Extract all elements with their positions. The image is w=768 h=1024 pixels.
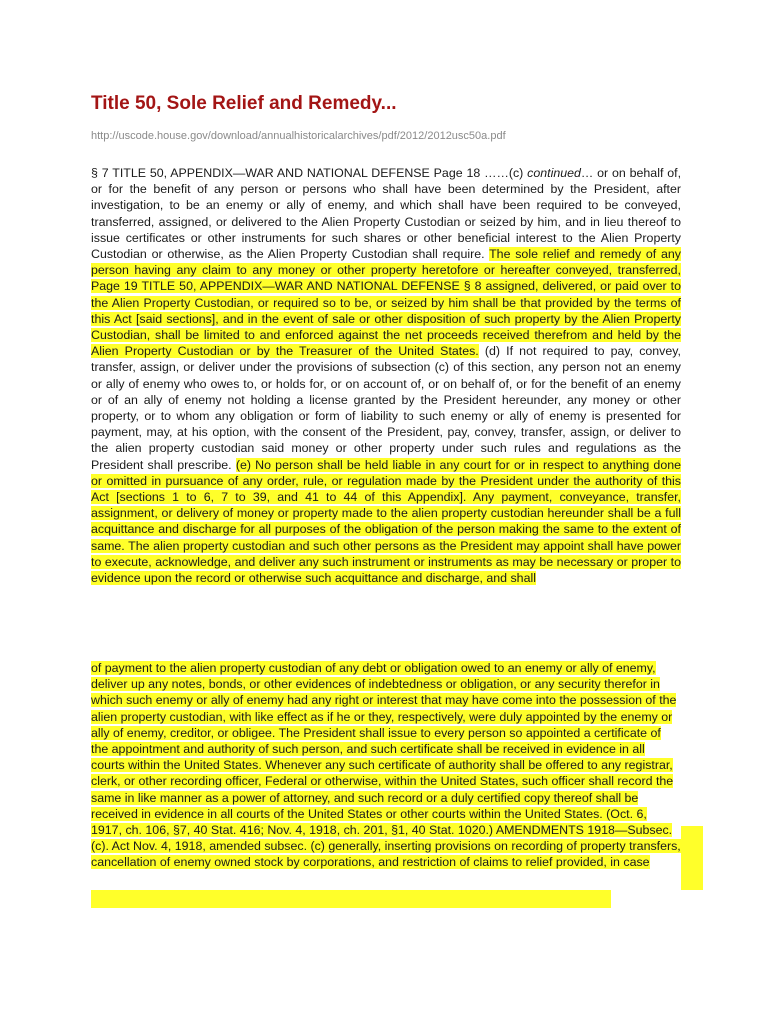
highlight-sole-relief: The sole relief and remedy of any person having any claim to any money or other property heretofore or hereafter conveyed, transferred, Page 19 TITLE 50, APPENDIX—WAR AND NATIONAL DEFENSE § 8 assigned, delivered, or paid over to the Alien Property Custodian, or required so to be, or seized by him shall be that provided by the terms of this Act [said sections], and in the event of sale or other disposition of such property by the Alien Property Custodian, shall be limited to and enforced against the net proceeds received therefrom and held by the Alien Property Custodian or by the Treasurer of the United States. bbox=[91, 247, 681, 359]
page-title: Title 50, Sole Relief and Remedy... bbox=[91, 93, 397, 114]
paragraph-1-after-continued: … or on behalf of, or for the benefit of any person or persons who shall have been determined by the President, after investigation, to be an enemy or ally of enemy, and which shall have been required to be conveyed, transferred, assigned, or delivered to the Alien Property Custodian or seized by him, and in lieu thereof to issue certificates or other instruments for such shares or other beneficial interest to the Alien Property Custodian or otherwise, as the Alien Property Custodian shall require. bbox=[91, 166, 682, 262]
paragraph-1-lead: § 7 TITLE 50, APPENDIX—WAR AND NATIONAL DEFENSE Page 18 ……(c) bbox=[91, 166, 528, 180]
highlight-tail-block bbox=[91, 890, 611, 908]
body-paragraph-2 bbox=[91, 660, 681, 871]
highlight-no-liability: (e) No person shall be held liable in any court for or in respect to anything done or omitted in pursuance of any order, rule, or regulation made by the President under the authority of this Act [sections 1 to 6, 7 to 39, and 41 to 44 of this Appendix]. Any payment, conveyance, transfer, assignment, or delivery of money or property made to the alien property custodian hereunder shall be a full acquittance and discharge for all purposes of the obligation of the person making the same to the extent of same. The alien property custodian and such other persons as the President may appoint shall have power to execute, acknowledge, and deliver any such instrument or instruments as may be necessary or proper to evidence upon the record or otherwise such acquittance and discharge, and shall bbox=[91, 457, 681, 586]
paragraph-1-middle: (d) If not required to pay, convey, transfer, assign, or deliver under the provisions of subsection (c) of this section, any person not an enemy or ally of enemy who owes to, or holds for, or on account of, or on behalf of, or for the benefit of an enemy or of an ally of enemy not holding a license granted by the President hereunder, any money or other property, or to whom any obligation or form of liability to such enemy or ally of enemy is presented for payment, may, at his option, with the consent of the President, pay, convey, transfer, assign, or deliver to the alien property custodian said money or other property under such rules and regulations as the President shall prescribe. bbox=[91, 344, 681, 472]
continued-marker: continued bbox=[527, 166, 581, 180]
source-url-link[interactable]: http://uscode.house.gov/download/annualhistoricalarchives/pdf/2012/2012usc50a.pdf bbox=[91, 130, 506, 142]
body-paragraph-1 bbox=[91, 165, 681, 586]
highlight-payment-custodian: of payment to the alien property custodian of any debt or obligation owed to an enemy or ally of enemy, deliver up any notes, bonds, or other evidences of indebtedness or obligation, or any security therefor in which such enemy or ally of enemy had any right or interest that may have come into the possession of the alien property custodian, with like effect as if he or they, respectively, were duly appointed by the enemy or ally of enemy, creditor, or obligee. The President shall issue to every person so appointed a certificate of the appointment and authority of such person, and such certificate shall be received in evidence in all courts within the United States. Whenever any such certificate of authority shall be offered to any registrar, clerk, or other recording officer, Federal or otherwise, within the United States, such officer shall record the same in like manner as a power of attorney, and such record or a duly certified copy thereof shall be received in evidence in all courts of the United States or other courts within the United States. (Oct. 6, 1917, ch. 106, §7, 40 Stat. 416; Nov. 4, 1918, ch. 201, §1, 40 Stat. 1020.) AMENDMENTS 1918—Subsec. (c). Act Nov. 4, 1918, amended subsec. (c) generally, inserting provisions on recording of property transfers, cancellation of enemy owned stock by corporations, and restriction of claims to relief provided, in case bbox=[91, 661, 681, 870]
highlight-edge-block bbox=[681, 826, 703, 890]
